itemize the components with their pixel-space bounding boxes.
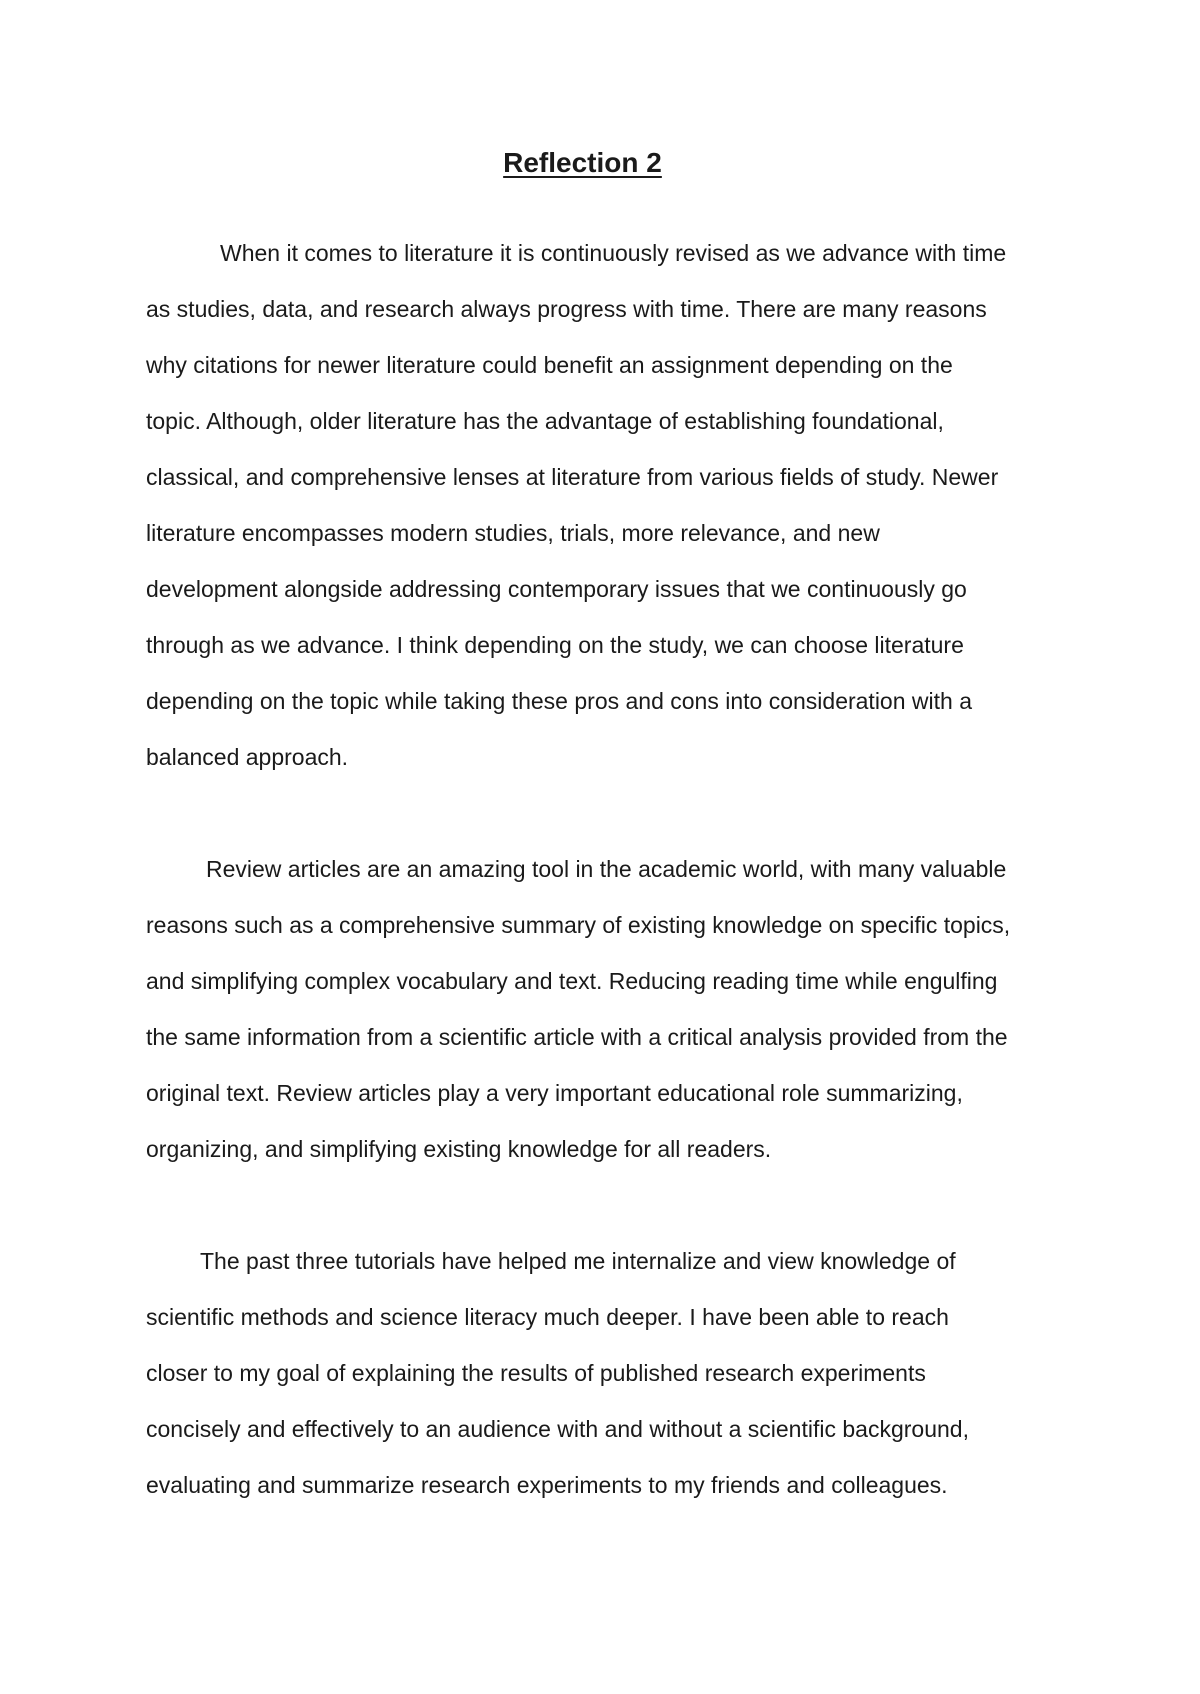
paragraph-line: and simplifying complex vocabulary and text. Reducing reading time while engulfing [146,968,998,994]
paragraph-line: The past three tutorials have helped me internalize and view knowledge of [200,1248,956,1274]
paragraph-2 [146,841,1056,1177]
paragraph-line: through as we advance. I think depending on the study, we can choose literature [146,632,964,658]
paragraph-line: concisely and effectively to an audience with and without a scientific background, [146,1416,969,1442]
paragraph-line: literature encompasses modern studies, trials, more relevance, and new [146,520,880,546]
paragraph-line: closer to my goal of explaining the results of published research experiments [146,1360,926,1386]
paragraph-line: reasons such as a comprehensive summary of existing knowledge on specific topics, [146,912,1011,938]
paragraph-line: balanced approach. [146,744,349,770]
paragraph-line: scientific methods and science literacy much deeper. I have been able to reach [146,1304,949,1330]
paragraph-3 [146,1233,1056,1513]
page-title: Reflection 2 [503,147,662,178]
paragraph-line: evaluating and summarize research experiments to my friends and colleagues. [146,1472,948,1498]
paragraph-line: Review articles are an amazing tool in the academic world, with many valuable [206,856,1007,882]
paragraph-line: topic. Although, older literature has the advantage of establishing foundational, [146,408,944,434]
paragraph-line: depending on the topic while taking these pros and cons into consideration with a [146,688,972,714]
paragraph-1 [146,225,1056,785]
paragraph-line: the same information from a scientific article with a critical analysis provided from the [146,1024,1008,1050]
paragraph-line: When it comes to literature it is continuously revised as we advance with time [220,240,1007,266]
paragraph-line: why citations for newer literature could benefit an assignment depending on the [146,352,953,378]
paragraph-line: development alongside addressing contemporary issues that we continuously go [146,576,967,602]
paragraph-line: as studies, data, and research always progress with time. There are many reasons [146,296,987,322]
paragraph-line: original text. Review articles play a very important educational role summarizing, [146,1080,963,1106]
paragraph-line: classical, and comprehensive lenses at literature from various fields of study. Newer [146,464,999,490]
paragraph-line: organizing, and simplifying existing knowledge for all readers. [146,1136,772,1162]
